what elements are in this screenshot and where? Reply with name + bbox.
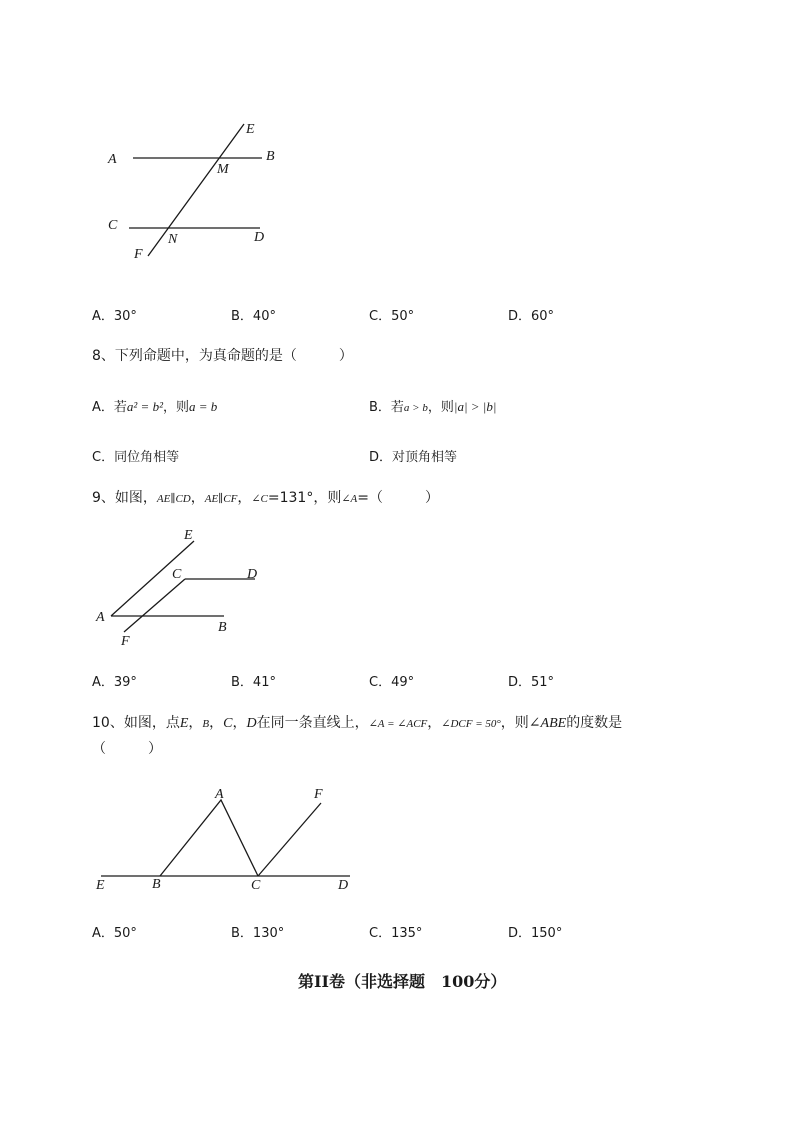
q10-comma2: ， <box>209 715 224 731</box>
q10-stem-mid: 在同一条直线上， <box>256 715 369 731</box>
q8-option-b-eq1: a > b <box>403 402 428 414</box>
label-a: A <box>96 610 105 625</box>
q9-stem-math3: ∠C <box>251 493 268 505</box>
q8-option-b-prefix: B．若 <box>369 400 404 415</box>
q8-stem: 8、下列命题中，为真命题的是（ ） <box>92 348 353 364</box>
q9-option-c[interactable]: C．49° <box>369 675 415 690</box>
q9-stem-suffix: =（ ） <box>357 490 439 506</box>
label-f: F <box>134 247 143 262</box>
q10-stem-prefix: 10、如图，点 <box>92 715 180 731</box>
q8-option-b-mid: ，则 <box>427 400 454 415</box>
q10-stem-tail: ，则 <box>500 715 529 731</box>
label-b: B <box>152 877 161 892</box>
q10-stem-end: 的度数是 <box>566 715 623 731</box>
label-c: C <box>251 878 261 893</box>
label-b: B <box>218 620 227 635</box>
line-cf <box>258 803 321 876</box>
q10-option-b[interactable]: B．130° <box>231 926 285 941</box>
label-d: D <box>254 230 265 245</box>
q10-eq2: ∠DCF = 50° <box>441 718 501 730</box>
triangle-bac <box>160 800 258 876</box>
q10-answer-paren: （ ） <box>92 741 162 757</box>
q8-option-c[interactable]: C．同位角相等 <box>92 450 180 465</box>
q10-eq3: ∠ABE <box>528 716 567 731</box>
q9-option-b[interactable]: B．41° <box>231 675 276 690</box>
q7-option-c[interactable]: C．50° <box>369 309 415 324</box>
q10-point-c: C <box>223 716 233 731</box>
q8-option-a-mid: ，则 <box>162 400 189 415</box>
label-d: D <box>338 878 349 893</box>
label-a: A <box>108 152 117 167</box>
q9-option-d[interactable]: D．51° <box>508 675 555 690</box>
label-m: M <box>217 162 229 177</box>
label-b: B <box>266 149 275 164</box>
label-e: E <box>184 528 193 543</box>
q9-stem-math1: AE∥CD <box>156 493 191 505</box>
q10-point-d: D <box>246 716 257 731</box>
q8-option-d[interactable]: D．对顶角相等 <box>369 450 458 465</box>
q9-stem-sep2: ， <box>237 490 252 506</box>
section-title: 第II卷（非选择题 100分） <box>298 972 507 991</box>
q10-option-a[interactable]: A．50° <box>92 926 137 941</box>
label-d: D <box>247 567 258 582</box>
q7-option-a[interactable]: A．30° <box>92 309 137 324</box>
q7-option-d[interactable]: D．60° <box>508 309 555 324</box>
q8-option-a-eq2: a = b <box>189 399 218 414</box>
q10-option-c[interactable]: C．135° <box>369 926 423 941</box>
label-e: E <box>246 122 255 137</box>
q10-point-e: E <box>179 716 189 731</box>
q9-stem-math2: AE∥CF <box>204 493 238 505</box>
q9-stem-value: =131°，则 <box>267 490 342 506</box>
label-n: N <box>168 232 178 247</box>
q8-option-b-eq2: |a| > |b| <box>453 399 497 414</box>
q10-eq1: ∠A = ∠ACF <box>368 718 428 730</box>
label-c: C <box>172 567 182 582</box>
q10-comma4: ， <box>427 715 442 731</box>
q10-comma1: ， <box>188 715 203 731</box>
q8-option-a-prefix: A．若 <box>92 400 127 415</box>
q10-comma3: ， <box>232 715 247 731</box>
q9-option-a[interactable]: A．39° <box>92 675 137 690</box>
q7-option-b[interactable]: B．40° <box>231 309 276 324</box>
q8-option-a-eq1: a² = b² <box>126 399 163 414</box>
q9-stem-prefix: 9、如图， <box>92 490 157 506</box>
q9-stem-sep1: ， <box>190 490 205 506</box>
label-a: A <box>215 787 224 802</box>
label-f: F <box>314 787 323 802</box>
q10-option-d[interactable]: D．150° <box>508 926 563 941</box>
q10-point-b: B <box>202 718 210 730</box>
label-c: C <box>108 218 118 233</box>
label-f: F <box>121 634 130 649</box>
q9-stem-math4: ∠A <box>341 493 358 505</box>
label-e: E <box>96 878 105 893</box>
